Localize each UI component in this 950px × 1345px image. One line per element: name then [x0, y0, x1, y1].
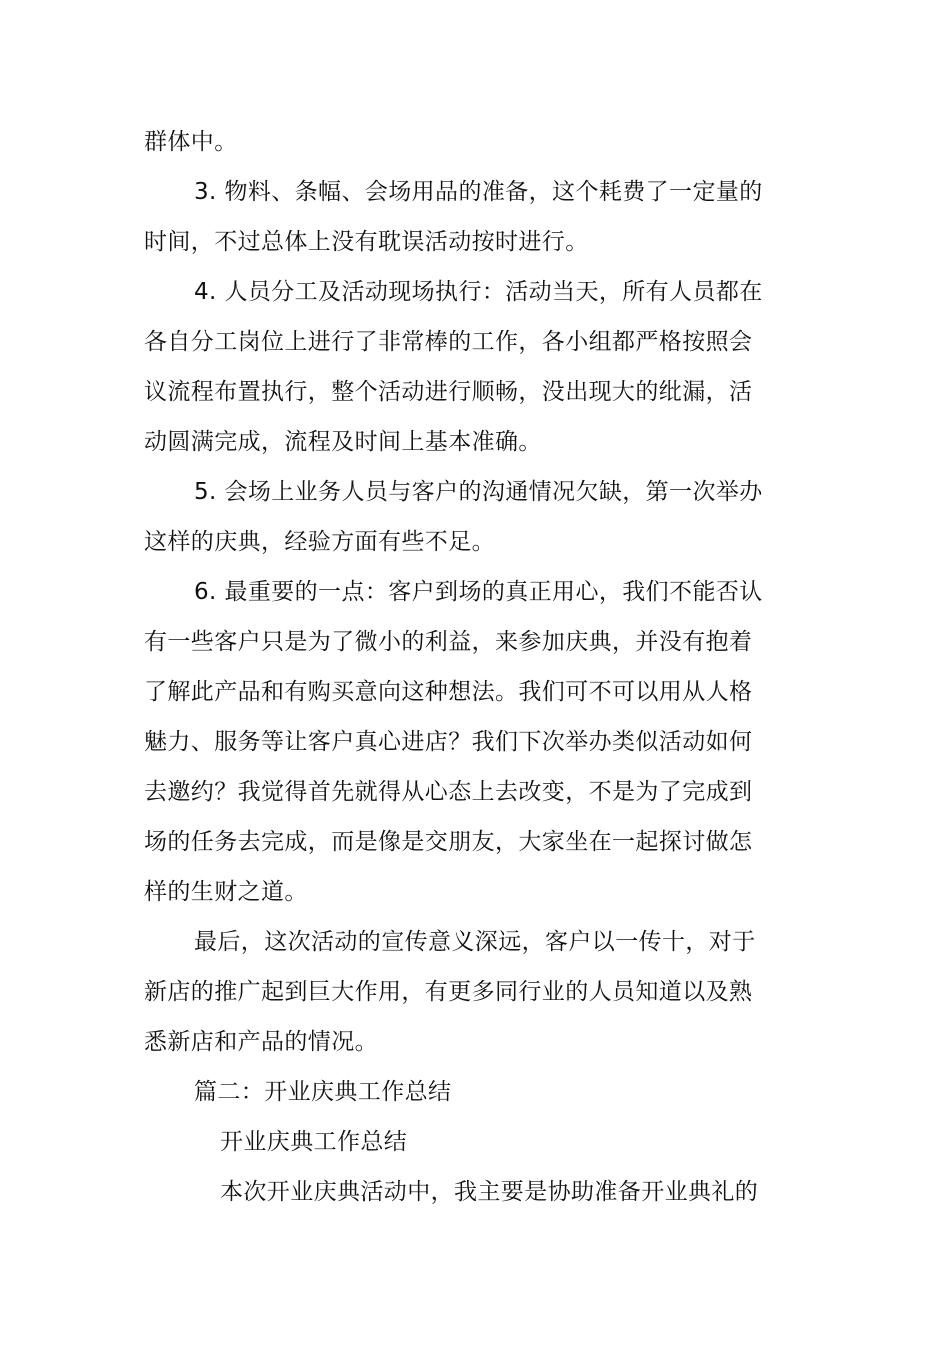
text-line: 本次开业庆典活动中，我主要是协助准备开业典礼的 — [220, 1179, 759, 1205]
subsection-title: 开业庆典工作总结 — [220, 1129, 408, 1155]
text-line: 5. 会场上业务人员与客户的沟通情况欠缺，第一次举办 — [194, 479, 763, 505]
text-line: 新店的推广起到巨大作用，有更多同行业的人员知道以及熟 — [144, 979, 753, 1005]
text-line: 样的生财之道。 — [144, 879, 308, 905]
text-line: 去邀约？我觉得首先就得从心态上去改变，不是为了完成到 — [144, 779, 753, 805]
text-line: 议流程布置执行，整个活动进行顺畅，没出现大的纰漏，活 — [144, 379, 753, 405]
text-line: 动圆满完成，流程及时间上基本准确。 — [144, 429, 542, 455]
text-line: 3. 物料、条幅、会场用品的准备，这个耗费了一定量的 — [194, 179, 763, 205]
text-line: 了解此产品和有购买意向这种想法。我们可不可以用从人格 — [144, 679, 753, 705]
text-line: 这样的庆典，经验方面有些不足。 — [144, 529, 495, 555]
text-line: 有一些客户只是为了微小的利益，来参加庆典，并没有抱着 — [144, 629, 753, 655]
section-heading: 篇二：开业庆典工作总结 — [194, 1079, 452, 1105]
text-line: 悉新店和产品的情况。 — [144, 1029, 378, 1055]
text-line: 群体中。 — [144, 129, 238, 155]
text-line: 4. 人员分工及活动现场执行：活动当天，所有人员都在 — [194, 279, 763, 305]
text-line: 6. 最重要的一点：客户到场的真正用心，我们不能否认 — [194, 579, 763, 605]
text-line: 场的任务去完成，而是像是交朋友，大家坐在一起探讨做怎 — [144, 829, 753, 855]
text-line: 时间，不过总体上没有耽误活动按时进行。 — [144, 229, 589, 255]
text-line: 魅力、服务等让客户真心进店？我们下次举办类似活动如何 — [144, 729, 753, 755]
text-line: 各自分工岗位上进行了非常棒的工作，各小组都严格按照会 — [144, 329, 753, 355]
text-line: 最后，这次活动的宣传意义深远，客户以一传十，对于 — [194, 929, 756, 955]
